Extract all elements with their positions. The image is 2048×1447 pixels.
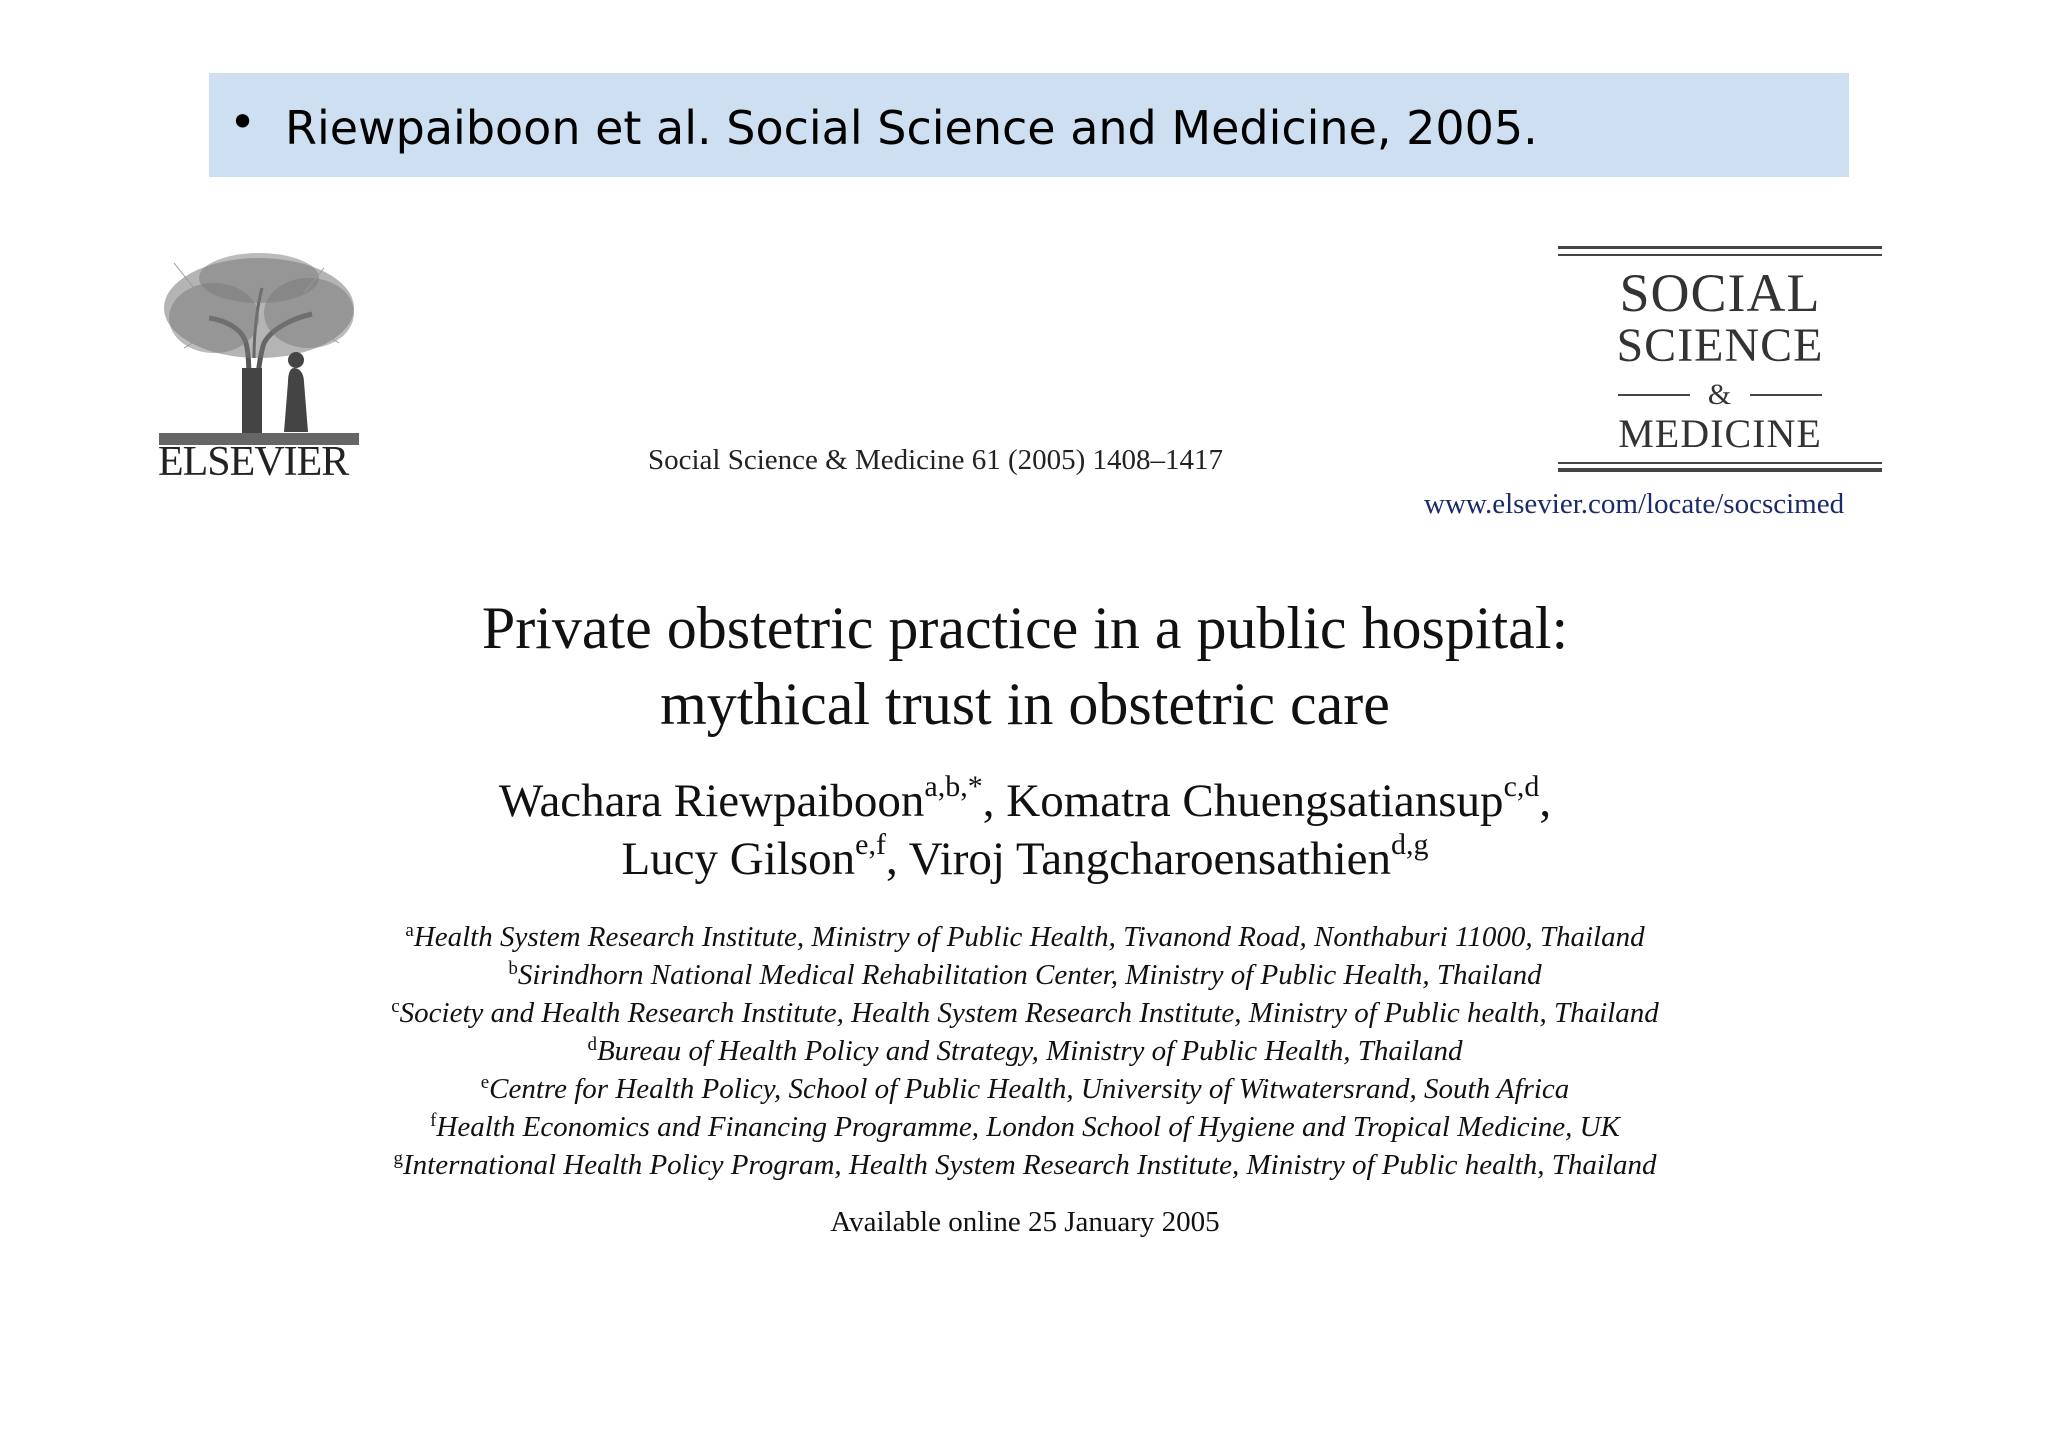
masthead-bottom-rule-thin (1558, 462, 1882, 464)
journal-name-science: SCIENCE (1616, 319, 1824, 372)
title-line-1: Private obstetric practice in a public hospital: (481, 595, 1569, 661)
author-affil-marker: e,f (855, 828, 886, 861)
affiliation-key: f (430, 1110, 437, 1131)
affiliation-key: b (508, 958, 518, 979)
journal-name-social: SOCIAL (1619, 263, 1821, 323)
affiliation-item (300, 1032, 1750, 1070)
masthead-bottom-rule (1558, 468, 1882, 472)
affiliation-text: International Health Policy Program, Health System Research Institute, Ministry of Public health, Thailand (402, 1149, 1657, 1181)
affiliation-item (300, 956, 1750, 994)
affiliation-item (300, 994, 1750, 1032)
affiliation-key: g (393, 1148, 403, 1169)
author-affil-marker: c,d (1503, 770, 1540, 803)
ampersand-right-dash (1750, 394, 1822, 396)
affiliation-item (300, 1146, 1750, 1184)
journal-citation: Social Science & Medicine 61 (2005) 1408–1417 (648, 444, 1224, 476)
affiliation-key: c (391, 996, 400, 1017)
available-online-date: Available online 25 January 2005 (830, 1206, 1220, 1238)
author-name: Viroj Tangcharoensathien (908, 833, 1392, 885)
journal-ampersand: & (1707, 378, 1733, 411)
journal-name-medicine: MEDICINE (1618, 411, 1822, 456)
title-line-2: mythical trust in obstetric care (660, 671, 1390, 737)
affiliation-text: Society and Health Research Institute, Health System Research Institute, Ministry of Public health, Thailand (399, 997, 1659, 1029)
author-separator: , (982, 775, 1007, 827)
author-affil-marker: d,g (1391, 828, 1429, 861)
author-separator: , (1539, 775, 1552, 827)
masthead-top-rule (1558, 246, 1882, 249)
journal-url: www.elsevier.com/locate/socscimed (1424, 488, 1845, 520)
affiliation-key: d (587, 1034, 597, 1055)
author-name: Komatra Chuengsatiansup (1006, 775, 1504, 827)
journal-ampersand-row (1618, 378, 1822, 411)
publisher-name: ELSEVIER (158, 439, 349, 485)
journal-masthead (1558, 246, 1882, 474)
affiliation-list (300, 918, 1750, 1184)
article-title (300, 590, 1750, 742)
citation-banner (209, 73, 1849, 177)
affiliation-text: Centre for Health Policy, School of Public Health, University of Witwatersrand, South Africa (489, 1073, 1570, 1105)
author-separator: , (885, 833, 909, 885)
affiliation-key: e (480, 1072, 490, 1093)
affiliation-item (300, 1108, 1750, 1146)
affiliation-item (300, 918, 1750, 956)
affiliation-text: Health System Research Institute, Ministry of Public Health, Tivanond Road, Nonthaburi 11000, Thailand (413, 921, 1645, 953)
author-line-1 (300, 772, 1750, 830)
banner-citation-text: Riewpaiboon et al. Social Science and Medicine, 2005. (285, 101, 1538, 155)
author-name: Wachara Riewpaiboon (498, 775, 925, 827)
author-line-2 (300, 830, 1750, 888)
affiliation-text: Sirindhorn National Medical Rehabilitation Center, Ministry of Public Health, Thailand (517, 959, 1542, 991)
affiliation-text: Bureau of Health Policy and Strategy, Ministry of Public Health, Thailand (596, 1035, 1463, 1067)
affiliation-item (300, 1070, 1750, 1108)
author-affil-marker: a,b,* (924, 770, 983, 803)
author-list (300, 772, 1750, 888)
affiliation-key: a (405, 920, 414, 941)
masthead-top-rule-thin (1558, 254, 1882, 256)
author-name: Lucy Gilson (621, 833, 856, 885)
bullet-marker: • (229, 95, 257, 149)
affiliation-text: Health Economics and Financing Programme, London School of Hygiene and Tropical Medicine, UK (436, 1111, 1620, 1143)
